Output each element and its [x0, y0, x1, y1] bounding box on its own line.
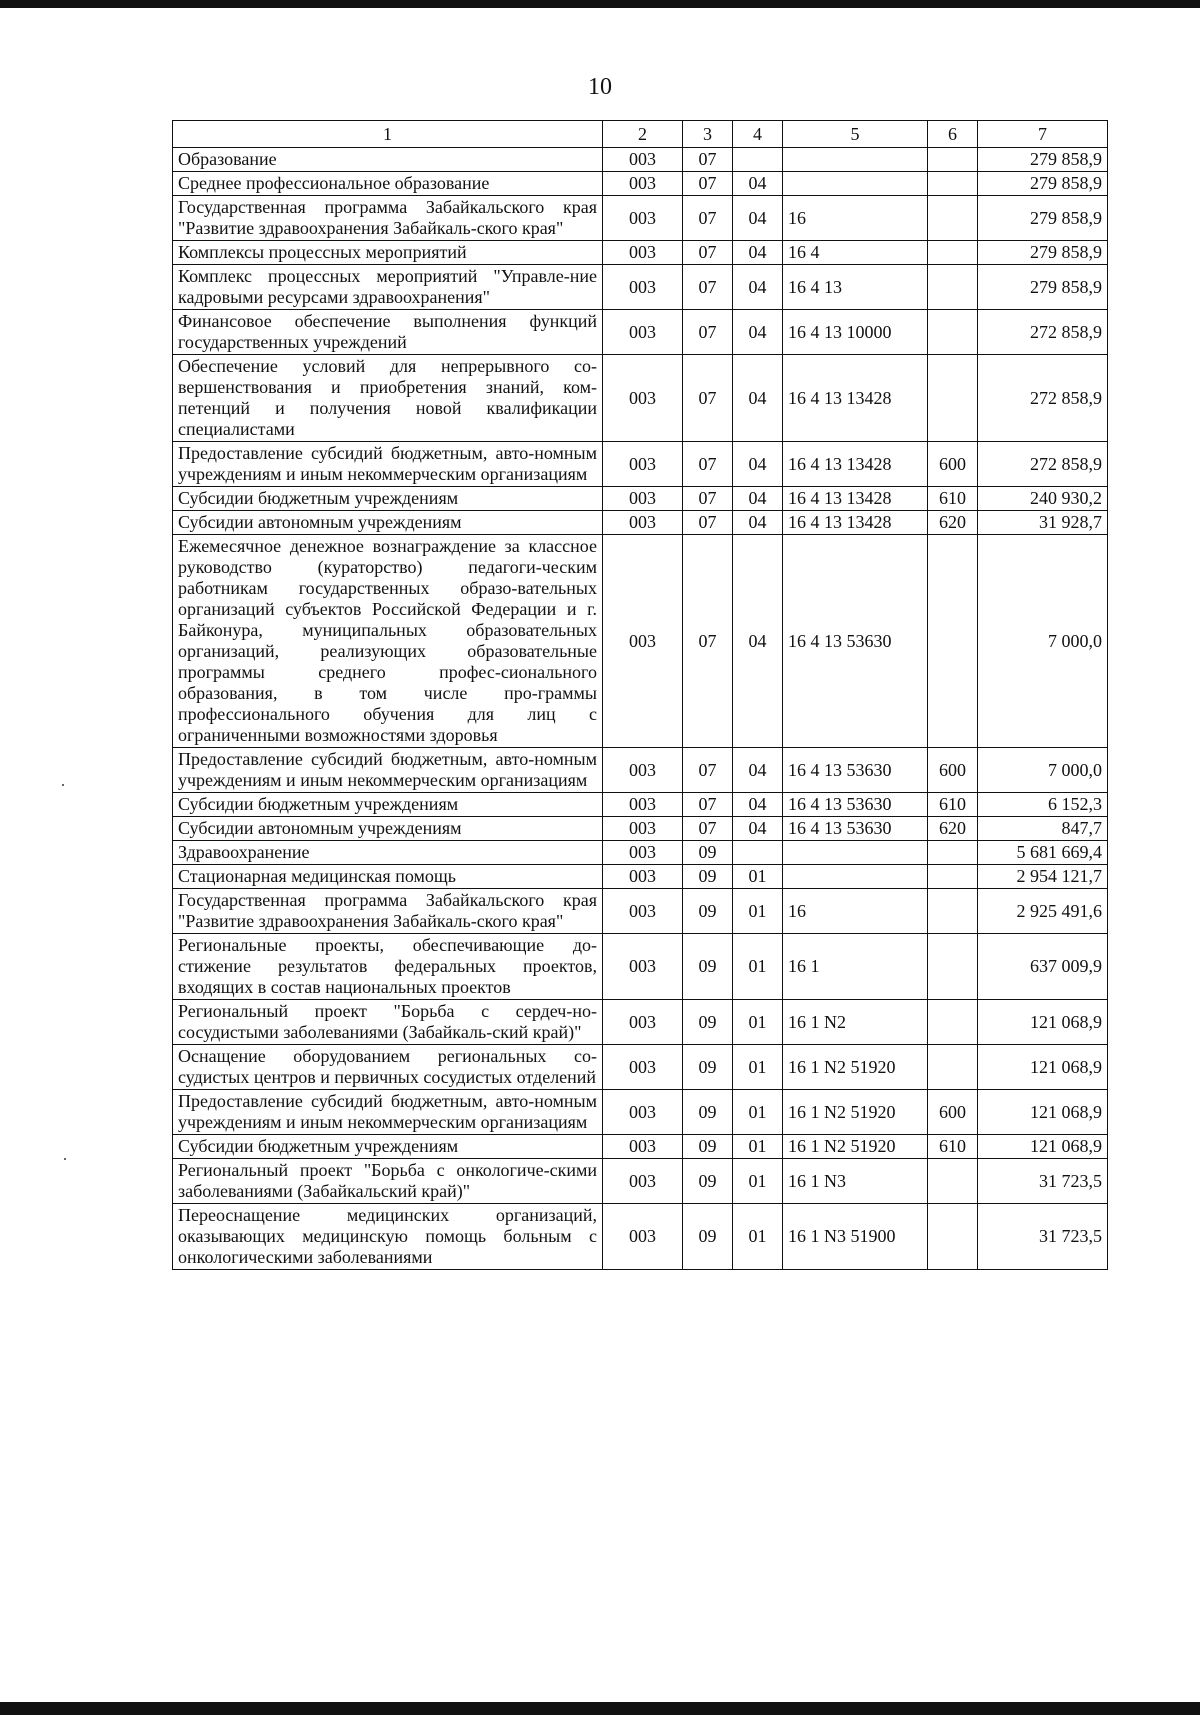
admin-code-cell: 003	[603, 172, 683, 196]
expense-type-cell	[928, 172, 978, 196]
table-row	[173, 748, 1108, 793]
section-cell: 09	[683, 934, 733, 1000]
budget-table	[172, 120, 1108, 1270]
section-cell: 09	[683, 1090, 733, 1135]
amount-cell: 7 000,0	[978, 748, 1108, 793]
expense-type-cell	[928, 310, 978, 355]
target-article-cell	[783, 148, 928, 172]
amount-cell: 240 930,2	[978, 487, 1108, 511]
admin-code-cell: 003	[603, 310, 683, 355]
table-row	[173, 535, 1108, 748]
table-row	[173, 511, 1108, 535]
scan-top-edge	[0, 0, 1200, 8]
table-row	[173, 889, 1108, 934]
amount-cell: 272 858,9	[978, 355, 1108, 442]
amount-cell: 6 152,3	[978, 793, 1108, 817]
table-row	[173, 172, 1108, 196]
subsection-cell: 01	[733, 1045, 783, 1090]
row-name-cell: Комплексы процессных мероприятий	[173, 241, 603, 265]
target-article-cell: 16 4 13 53630	[783, 817, 928, 841]
subsection-cell: 04	[733, 535, 783, 748]
admin-code-cell: 003	[603, 1204, 683, 1270]
header-cell: 5	[783, 121, 928, 148]
page-number: 10	[588, 74, 612, 100]
amount-cell: 279 858,9	[978, 241, 1108, 265]
target-article-cell: 16 1 N3 51900	[783, 1204, 928, 1270]
table-row	[173, 442, 1108, 487]
table-row	[173, 265, 1108, 310]
subsection-cell: 01	[733, 1000, 783, 1045]
section-cell: 09	[683, 1135, 733, 1159]
row-name-cell: Среднее профессиональное образование	[173, 172, 603, 196]
subsection-cell: 04	[733, 442, 783, 487]
subsection-cell: 04	[733, 172, 783, 196]
section-cell: 09	[683, 1159, 733, 1204]
table-row	[173, 793, 1108, 817]
row-name-cell: Предоставление субсидий бюджетным, авто-номным учреждениям и иным некоммерческим организациям	[173, 1090, 603, 1135]
row-name-cell: Здравоохранение	[173, 841, 603, 865]
subsection-cell: 01	[733, 1204, 783, 1270]
amount-cell: 279 858,9	[978, 172, 1108, 196]
row-name-cell: Государственная программа Забайкальского края "Развитие здравоохранения Забайкаль-ского края"	[173, 889, 603, 934]
expense-type-cell	[928, 1159, 978, 1204]
amount-cell: 31 723,5	[978, 1159, 1108, 1204]
subsection-cell: 01	[733, 1135, 783, 1159]
admin-code-cell: 003	[603, 748, 683, 793]
subsection-cell: 04	[733, 355, 783, 442]
row-name-cell: Стационарная медицинская помощь	[173, 865, 603, 889]
admin-code-cell: 003	[603, 265, 683, 310]
target-article-cell	[783, 172, 928, 196]
section-cell: 07	[683, 172, 733, 196]
table-row	[173, 355, 1108, 442]
target-article-cell: 16	[783, 889, 928, 934]
subsection-cell	[733, 148, 783, 172]
subsection-cell: 04	[733, 310, 783, 355]
subsection-cell: 01	[733, 1090, 783, 1135]
target-article-cell: 16 4 13 13428	[783, 442, 928, 487]
amount-cell: 31 928,7	[978, 511, 1108, 535]
target-article-cell: 16 4 13 13428	[783, 487, 928, 511]
row-name-cell: Государственная программа Забайкальского края "Развитие здравоохранения Забайкаль-ского края"	[173, 196, 603, 241]
table-row	[173, 148, 1108, 172]
admin-code-cell: 003	[603, 865, 683, 889]
row-name-cell: Обеспечение условий для непрерывного со-вершенствования и приобретения знаний, ком-петенций и получения новой квалификации специалистами	[173, 355, 603, 442]
expense-type-cell	[928, 355, 978, 442]
section-cell: 07	[683, 442, 733, 487]
target-article-cell: 16 4 13 53630	[783, 793, 928, 817]
amount-cell: 279 858,9	[978, 265, 1108, 310]
subsection-cell: 01	[733, 865, 783, 889]
section-cell: 07	[683, 487, 733, 511]
admin-code-cell: 003	[603, 511, 683, 535]
target-article-cell: 16 1 N2 51920	[783, 1045, 928, 1090]
row-name-cell: Субсидии бюджетным учреждениям	[173, 793, 603, 817]
row-name-cell: Предоставление субсидий бюджетным, авто-номным учреждениям и иным некоммерческим организациям	[173, 748, 603, 793]
expense-type-cell	[928, 535, 978, 748]
expense-type-cell: 600	[928, 442, 978, 487]
section-cell: 09	[683, 889, 733, 934]
expense-type-cell: 610	[928, 793, 978, 817]
row-name-cell: Ежемесячное денежное вознаграждение за классное руководство (кураторство) педагоги-ческим работникам государственных образо-вательных организаций субъектов Российской Федерации и г. Байконура, муниципальных образовательных организаций, реализующих образовательные программы среднего профес-сионального образования, в том числе про-граммы профессионального обучения для лиц с ограниченными возможностями здоровья	[173, 535, 603, 748]
amount-cell: 7 000,0	[978, 535, 1108, 748]
subsection-cell: 04	[733, 817, 783, 841]
admin-code-cell: 003	[603, 487, 683, 511]
expense-type-cell: 600	[928, 1090, 978, 1135]
admin-code-cell: 003	[603, 1000, 683, 1045]
header-cell: 3	[683, 121, 733, 148]
expense-type-cell	[928, 241, 978, 265]
amount-cell: 637 009,9	[978, 934, 1108, 1000]
row-name-cell: Субсидии автономным учреждениям	[173, 511, 603, 535]
target-article-cell: 16 4 13 53630	[783, 535, 928, 748]
amount-cell: 31 723,5	[978, 1204, 1108, 1270]
header-cell: 1	[173, 121, 603, 148]
scan-speck	[64, 1158, 66, 1160]
expense-type-cell	[928, 1045, 978, 1090]
section-cell: 07	[683, 748, 733, 793]
admin-code-cell: 003	[603, 889, 683, 934]
table-row	[173, 865, 1108, 889]
section-cell: 07	[683, 511, 733, 535]
expense-type-cell	[928, 265, 978, 310]
expense-type-cell	[928, 1204, 978, 1270]
scan-bottom-edge	[0, 1702, 1200, 1715]
amount-cell: 121 068,9	[978, 1135, 1108, 1159]
expense-type-cell: 600	[928, 748, 978, 793]
subsection-cell: 01	[733, 934, 783, 1000]
subsection-cell: 01	[733, 1159, 783, 1204]
admin-code-cell: 003	[603, 841, 683, 865]
row-name-cell: Образование	[173, 148, 603, 172]
amount-cell: 272 858,9	[978, 310, 1108, 355]
target-article-cell: 16 4 13 10000	[783, 310, 928, 355]
amount-cell: 279 858,9	[978, 196, 1108, 241]
expense-type-cell	[928, 841, 978, 865]
admin-code-cell: 003	[603, 148, 683, 172]
subsection-cell: 04	[733, 748, 783, 793]
table-row	[173, 841, 1108, 865]
amount-cell: 847,7	[978, 817, 1108, 841]
section-cell: 07	[683, 196, 733, 241]
subsection-cell: 01	[733, 889, 783, 934]
target-article-cell: 16	[783, 196, 928, 241]
table-row	[173, 934, 1108, 1000]
table-row	[173, 196, 1108, 241]
table-row	[173, 1135, 1108, 1159]
admin-code-cell: 003	[603, 1159, 683, 1204]
table-row	[173, 310, 1108, 355]
expense-type-cell: 610	[928, 487, 978, 511]
section-cell: 07	[683, 817, 733, 841]
amount-cell: 121 068,9	[978, 1045, 1108, 1090]
amount-cell: 272 858,9	[978, 442, 1108, 487]
target-article-cell	[783, 865, 928, 889]
target-article-cell: 16 4 13 13428	[783, 511, 928, 535]
amount-cell: 5 681 669,4	[978, 841, 1108, 865]
row-name-cell: Региональный проект "Борьба с онкологиче-скими заболеваниями (Забайкальский край)"	[173, 1159, 603, 1204]
expense-type-cell: 620	[928, 511, 978, 535]
table-row	[173, 1090, 1108, 1135]
amount-cell: 2 925 491,6	[978, 889, 1108, 934]
target-article-cell: 16 1	[783, 934, 928, 1000]
section-cell: 09	[683, 865, 733, 889]
admin-code-cell: 003	[603, 196, 683, 241]
table-header-row	[173, 121, 1108, 148]
section-cell: 07	[683, 793, 733, 817]
admin-code-cell: 003	[603, 934, 683, 1000]
target-article-cell	[783, 841, 928, 865]
section-cell: 09	[683, 1204, 733, 1270]
target-article-cell: 16 4 13 53630	[783, 748, 928, 793]
target-article-cell: 16 1 N2 51920	[783, 1090, 928, 1135]
table-row	[173, 487, 1108, 511]
expense-type-cell	[928, 934, 978, 1000]
subsection-cell	[733, 841, 783, 865]
section-cell: 09	[683, 1045, 733, 1090]
expense-type-cell: 620	[928, 817, 978, 841]
section-cell: 09	[683, 1000, 733, 1045]
table-row	[173, 1204, 1108, 1270]
amount-cell: 2 954 121,7	[978, 865, 1108, 889]
target-article-cell: 16 1 N3	[783, 1159, 928, 1204]
expense-type-cell	[928, 148, 978, 172]
admin-code-cell: 003	[603, 241, 683, 265]
row-name-cell: Субсидии автономным учреждениям	[173, 817, 603, 841]
admin-code-cell: 003	[603, 442, 683, 487]
subsection-cell: 04	[733, 511, 783, 535]
row-name-cell: Субсидии бюджетным учреждениям	[173, 487, 603, 511]
admin-code-cell: 003	[603, 355, 683, 442]
section-cell: 07	[683, 265, 733, 310]
table-body	[173, 121, 1108, 1270]
row-name-cell: Региональные проекты, обеспечивающие до-стижение результатов федеральных проектов, входящих в состав национальных проектов	[173, 934, 603, 1000]
admin-code-cell: 003	[603, 793, 683, 817]
row-name-cell: Переоснащение медицинских организаций, оказывающих медицинскую помощь больным с онкологическими заболеваниями	[173, 1204, 603, 1270]
expense-type-cell: 610	[928, 1135, 978, 1159]
row-name-cell: Предоставление субсидий бюджетным, авто-номным учреждениям и иным некоммерческим организациям	[173, 442, 603, 487]
subsection-cell: 04	[733, 196, 783, 241]
row-name-cell: Региональный проект "Борьба с сердеч-но-сосудистыми заболеваниями (Забайкаль-ский край)"	[173, 1000, 603, 1045]
header-cell: 4	[733, 121, 783, 148]
target-article-cell: 16 4	[783, 241, 928, 265]
header-cell: 7	[978, 121, 1108, 148]
section-cell: 07	[683, 535, 733, 748]
header-cell: 6	[928, 121, 978, 148]
section-cell: 07	[683, 310, 733, 355]
section-cell: 07	[683, 355, 733, 442]
scan-speck	[62, 784, 64, 786]
admin-code-cell: 003	[603, 1045, 683, 1090]
header-cell: 2	[603, 121, 683, 148]
subsection-cell: 04	[733, 793, 783, 817]
row-name-cell: Оснащение оборудованием региональных со-судистых центров и первичных сосудистых отделений	[173, 1045, 603, 1090]
table-row	[173, 1045, 1108, 1090]
table-row	[173, 241, 1108, 265]
expense-type-cell	[928, 865, 978, 889]
amount-cell: 121 068,9	[978, 1000, 1108, 1045]
amount-cell: 121 068,9	[978, 1090, 1108, 1135]
admin-code-cell: 003	[603, 535, 683, 748]
row-name-cell: Комплекс процессных мероприятий "Управле-ние кадровыми ресурсами здравоохранения"	[173, 265, 603, 310]
admin-code-cell: 003	[603, 1090, 683, 1135]
target-article-cell: 16 4 13 13428	[783, 355, 928, 442]
table-row	[173, 817, 1108, 841]
subsection-cell: 04	[733, 265, 783, 310]
target-article-cell: 16 1 N2	[783, 1000, 928, 1045]
section-cell: 07	[683, 148, 733, 172]
subsection-cell: 04	[733, 487, 783, 511]
admin-code-cell: 003	[603, 817, 683, 841]
table-row	[173, 1000, 1108, 1045]
expense-type-cell	[928, 889, 978, 934]
section-cell: 09	[683, 841, 733, 865]
admin-code-cell: 003	[603, 1135, 683, 1159]
table-row	[173, 1159, 1108, 1204]
expense-type-cell	[928, 1000, 978, 1045]
row-name-cell: Субсидии бюджетным учреждениям	[173, 1135, 603, 1159]
amount-cell: 279 858,9	[978, 148, 1108, 172]
subsection-cell: 04	[733, 241, 783, 265]
expense-type-cell	[928, 196, 978, 241]
target-article-cell: 16 1 N2 51920	[783, 1135, 928, 1159]
row-name-cell: Финансовое обеспечение выполнения функций государственных учреждений	[173, 310, 603, 355]
section-cell: 07	[683, 241, 733, 265]
target-article-cell: 16 4 13	[783, 265, 928, 310]
